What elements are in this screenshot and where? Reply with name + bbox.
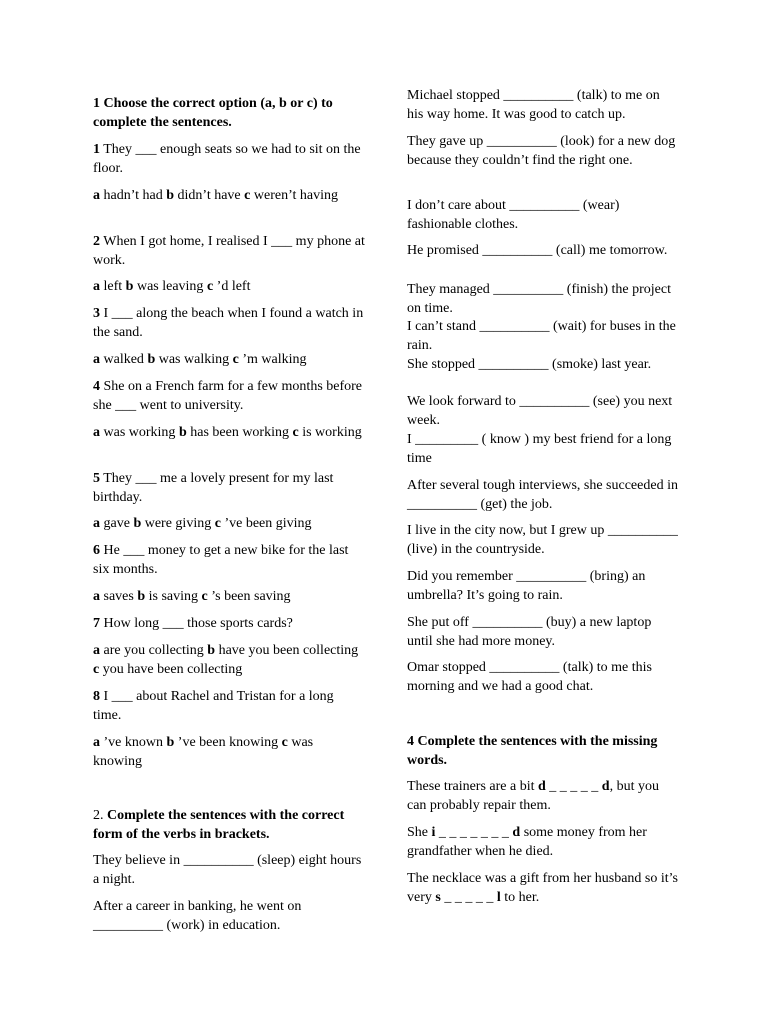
question-5-options: a gave b were giving c ’ve been giving: [93, 516, 312, 531]
question-8: 8 I ___ about Rachel and Tristan for a long time.: [93, 689, 334, 723]
exercise-2-item: I live in the city now, but I grew up __________ (live) in the countryside.: [407, 523, 678, 557]
question-5: 5 They ___ me a lovely present for my last birthday.: [93, 471, 334, 505]
question-7-options: a are you collecting b have you been collecting c you have been collecting: [93, 643, 359, 677]
exercise-2-item: They gave up __________ (look) for a new dog because they couldn’t find the right one.: [407, 134, 676, 168]
question-7: 7 How long ___ those sports cards?: [93, 616, 293, 631]
question-2-options: a left b was leaving c ’d left: [93, 279, 251, 294]
exercise-2-item: She put off __________ (buy) a new laptop until she had more money.: [407, 615, 652, 649]
question-6: 6 He ___ money to get a new bike for the last six months.: [93, 543, 349, 577]
exercise-2-item: After a career in banking, he went on __________ (work) in education.: [93, 899, 302, 933]
exercise-2-item: I can’t stand __________ (wait) for buses in the rain.: [407, 319, 676, 353]
exercise-2-item: They managed __________ (finish) the project on time.: [407, 282, 671, 316]
exercise-2-item: We look forward to __________ (see) you next week.: [407, 394, 673, 428]
section-2-heading: 2. Complete the sentences with the correct form of the verbs in brackets.: [93, 808, 345, 842]
question-3: 3 I ___ along the beach when I found a watch in the sand.: [93, 306, 364, 340]
section-1-heading: 1 Choose the correct option (a, b or c) to complete the sentences.: [93, 96, 333, 130]
question-4-options: a was working b has been working c is working: [93, 425, 362, 440]
question-3-options: a walked b was walking c ’m walking: [93, 352, 307, 367]
question-1: 1 They ___ enough seats so we had to sit on the floor.: [93, 142, 361, 176]
exercise-2-item: He promised __________ (call) me tomorrow.: [407, 243, 668, 258]
question-4: 4 She on a French farm for a few months before she ___ went to university.: [93, 379, 363, 413]
exercise-4-item: She i _ _ _ _ _ _ _ d some money from her grandfather when he died.: [407, 825, 647, 859]
exercise-2-item: She stopped __________ (smoke) last year.: [407, 357, 652, 372]
exercise-2-item: They believe in __________ (sleep) eight hours a night.: [93, 853, 362, 887]
exercise-4-item: These trainers are a bit d _ _ _ _ _ d, but you can probably repair them.: [407, 779, 659, 813]
exercise-2-item: Michael stopped __________ (talk) to me on his way home. It was good to catch up.: [407, 88, 660, 122]
question-8-options: a ’ve known b ’ve been knowing c was knowing: [93, 735, 314, 769]
exercise-2-item: Omar stopped __________ (talk) to me this morning and we had a good chat.: [407, 660, 652, 694]
exercise-2-item: After several tough interviews, she succeeded in __________ (get) the job.: [407, 478, 678, 512]
exercise-2-item: Did you remember __________ (bring) an umbrella? It’s going to rain.: [407, 569, 646, 603]
section-4-heading: 4 Complete the sentences with the missing words.: [407, 734, 658, 768]
question-6-options: a saves b is saving c ’s been saving: [93, 589, 291, 604]
question-2: 2 When I got home, I realised I ___ my phone at work.: [93, 234, 365, 268]
exercise-2-item: I don’t care about __________ (wear) fashionable clothes.: [407, 198, 620, 232]
question-1-options: a hadn’t had b didn’t have c weren’t having: [93, 188, 338, 203]
exercise-2-item: I _________ ( know ) my best friend for a long time: [407, 432, 672, 466]
exercise-4-item: The necklace was a gift from her husband so it’s very s _ _ _ _ _ l to her.: [407, 871, 678, 905]
